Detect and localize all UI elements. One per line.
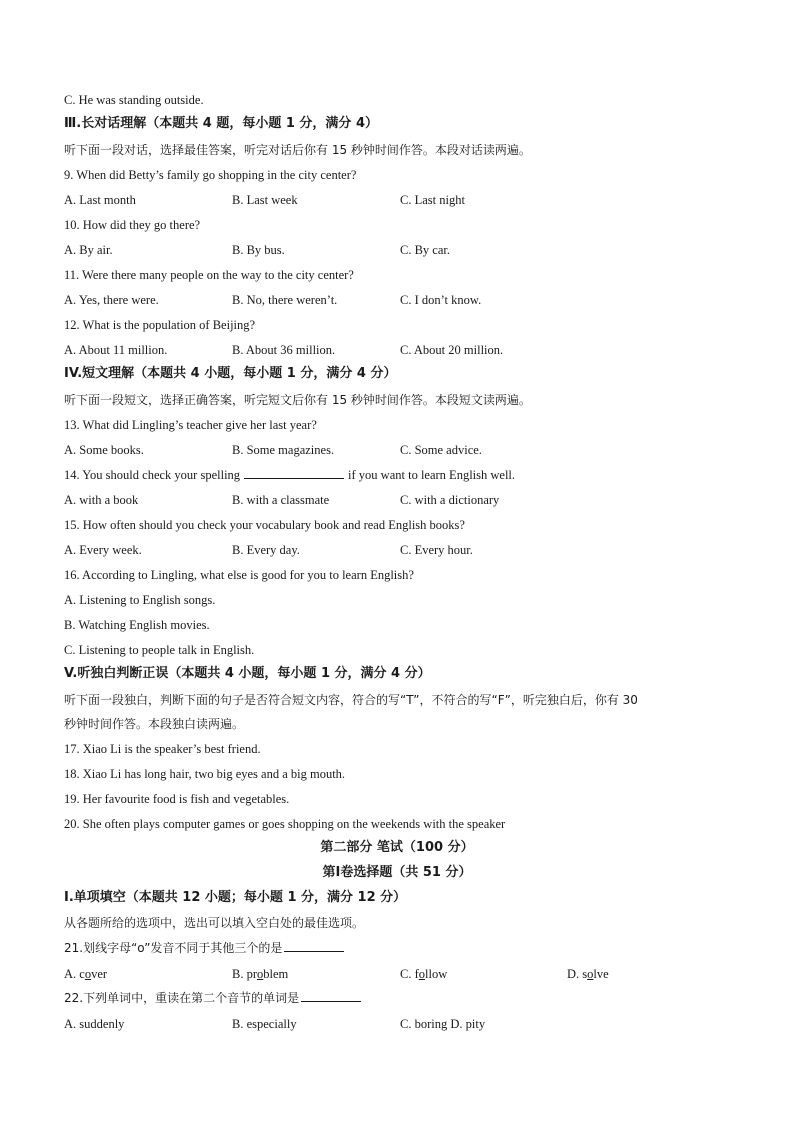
q22-answer-blank: [301, 990, 361, 1002]
q13-option-a: A. Some books.: [64, 443, 144, 457]
q16-option-c: C. Listening to people talk in English.: [64, 643, 255, 657]
question-16: 16. According to Lingling, what else is good for you to learn English?: [64, 568, 414, 582]
section-1-heading: Ⅰ.单项填空（本题共 12 小题；每小题 1 分，满分 12 分）: [64, 890, 407, 905]
q21-answer-blank: [284, 940, 344, 952]
q21-b-underlined-letter: o: [257, 967, 264, 981]
q12-option-b: B. About 36 million.: [232, 343, 336, 357]
question-12: 12. What is the population of Beijing?: [64, 318, 256, 332]
part-2-subtitle: 第Ⅰ卷选择题（共 51 分）: [322, 865, 472, 880]
q21-c-prefix: C. f: [400, 967, 419, 981]
q21-option-c: [400, 966, 447, 982]
statement-17: 17. Xiao Li is the speaker’s best friend.: [64, 742, 261, 756]
question-15: 15. How often should you check your vocabulary book and read English books?: [64, 518, 465, 532]
q21-a-underlined-letter: o: [84, 967, 92, 981]
question-13: 13. What did Lingling’s teacher give her last year?: [64, 418, 317, 432]
question-9: 9. When did Betty’s family go shopping in the city center?: [64, 168, 357, 182]
q21-d-suffix: lve: [593, 967, 609, 981]
q21-d-underlined-letter: o: [587, 967, 594, 981]
question-14: [64, 467, 515, 483]
q10-option-b: B. By bus.: [232, 243, 285, 257]
q21-c-suffix: llow: [425, 967, 448, 981]
q21-b-suffix: blem: [263, 967, 289, 981]
question-22: [64, 990, 363, 1006]
q11-option-a: A. Yes, there were.: [64, 293, 159, 307]
q21-option-b: [232, 966, 288, 982]
q14-option-c: C. with a dictionary: [400, 493, 500, 507]
q21-text: 21.划线字母“o”发音不同于其他三个的是: [64, 941, 283, 955]
q11-option-c: C. I don’t know.: [400, 293, 482, 307]
section-3-instructions: 听下面一段对话，选择最佳答案，听完对话后你有 15 秒钟时间作答。本段对话读两遍。: [64, 143, 531, 157]
section-1-instructions: 从各题所给的选项中，选出可以填入空白处的最佳选项。: [64, 916, 365, 930]
q16-option-b: B. Watching English movies.: [64, 618, 210, 632]
section-4-instructions: 听下面一段短文，选择正确答案，听完短文后你有 15 秒钟时间作答。本段短文读两遍。: [64, 393, 531, 407]
q12-option-c: C. About 20 million.: [400, 343, 504, 357]
q8-option-c: C. He was standing outside.: [64, 93, 204, 107]
statement-18: 18. Xiao Li has long hair, two big eyes and a big mouth.: [64, 767, 346, 781]
question-10: 10. How did they go there?: [64, 218, 201, 232]
section-5-instructions-line2: 秒钟时间作答。本段独白读两遍。: [64, 717, 245, 731]
q14-option-a: A. with a book: [64, 493, 139, 507]
part-2-title: 第二部分 笔试（100 分）: [320, 840, 474, 855]
q21-b-prefix: B. pr: [232, 967, 257, 981]
q10-option-a: A. By air.: [64, 243, 113, 257]
q14-text-start: 14. You should check your spelling: [64, 468, 241, 482]
section-4-heading: IV.短文理解（本题共 4 小题，每小题 1 分，满分 4 分）: [64, 366, 397, 381]
q16-option-a: A. Listening to English songs.: [64, 593, 216, 607]
q12-option-a: A. About 11 million.: [64, 343, 168, 357]
q14-option-b: B. with a classmate: [232, 493, 330, 507]
question-11: 11. Were there many people on the way to the city center?: [64, 268, 354, 282]
section-5-heading: V.听独白判断正误（本题共 4 小题，每小题 1 分，满分 4 分）: [64, 666, 431, 681]
q15-option-b: B. Every day.: [232, 543, 300, 557]
q9-option-c: C. Last night: [400, 193, 465, 207]
statement-19: 19. Her favourite food is fish and vegetables.: [64, 792, 290, 806]
q10-option-c: C. By car.: [400, 243, 450, 257]
q21-d-prefix: D. s: [567, 967, 588, 981]
q15-option-c: C. Every hour.: [400, 543, 473, 557]
q13-option-b: B. Some magazines.: [232, 443, 335, 457]
q21-a-prefix: A. c: [64, 967, 85, 981]
q15-option-a: A. Every week.: [64, 543, 142, 557]
q9-option-b: B. Last week: [232, 193, 298, 207]
q11-option-b: B. No, there weren’t.: [232, 293, 338, 307]
q21-option-d: [567, 966, 609, 982]
section-5-instructions-line1: 听下面一段独白，判断下面的句子是否符合短文内容，符合的写“T”，不符合的写“F”，听完独白后，你有 30: [64, 693, 638, 707]
q21-a-suffix: ver: [91, 967, 108, 981]
q21-option-a: [64, 966, 107, 982]
question-21: [64, 940, 346, 956]
q22-text: 22.下列单词中，重读在第二个音节的单词是: [64, 991, 300, 1005]
q14-answer-blank: [244, 467, 344, 479]
section-3-heading: Ⅲ.长对话理解（本题共 4 题，每小题 1 分，满分 4）: [64, 116, 378, 131]
q14-text-end: if you want to learn English well.: [348, 468, 516, 482]
q22-option-a: A. suddenly: [64, 1017, 125, 1031]
q13-option-c: C. Some advice.: [400, 443, 482, 457]
q9-option-a: A. Last month: [64, 193, 136, 207]
q22-option-b: B. especially: [232, 1017, 297, 1031]
statement-20: 20. She often plays computer games or goes shopping on the weekends with the speaker: [64, 817, 506, 831]
q21-c-underlined-letter: o: [418, 967, 425, 981]
q22-option-c-d: C. boring D. pity: [400, 1017, 486, 1031]
